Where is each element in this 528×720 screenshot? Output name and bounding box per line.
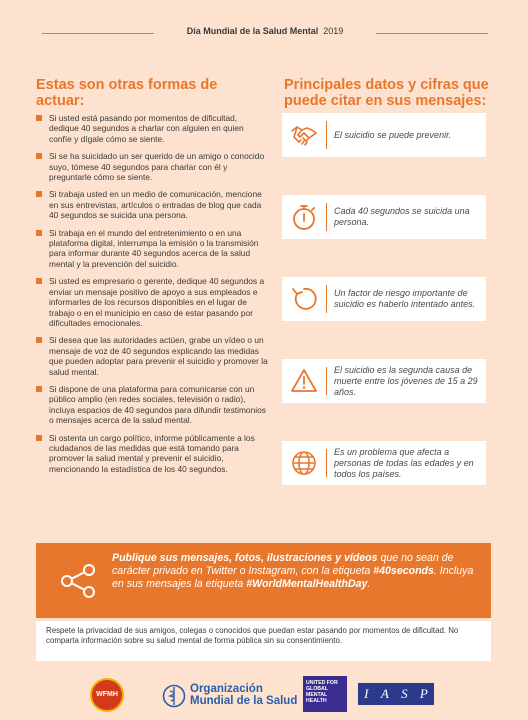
- actions-list: [36, 113, 268, 481]
- iasp-logo: I A S P: [358, 683, 434, 705]
- bullet-square-icon: [36, 337, 42, 343]
- list-item: Si usted está pasando por momentos de dificultad, dedique 40 segundos a charlar con alguien en quien confíe y dígale cómo se siente.: [36, 113, 268, 144]
- card-divider: [326, 285, 327, 313]
- fact-text: Cada 40 segundos se suicida una persona.: [334, 206, 470, 227]
- left-heading: Estas son otras formas de actuar:: [36, 77, 218, 109]
- header-rule-left: [42, 33, 154, 34]
- wfmh-logo: WFMH: [90, 678, 124, 712]
- bullet-square-icon: [36, 191, 42, 197]
- partner-logos: [0, 674, 528, 714]
- united-for-global-mental-health-logo: UNITED FOR GLOBAL MENTAL HEALTH: [303, 676, 347, 712]
- list-item: Si trabaja usted en un medio de comunicación, mencione en sus entrevistas, artículos o entradas de blog que cada 40 segundos se suicida una persona.: [36, 189, 268, 220]
- fact-card: [282, 441, 486, 485]
- fact-card: [282, 277, 486, 321]
- who-logo: Organización Mundial de la Salud: [162, 682, 292, 710]
- fact-card: [282, 113, 486, 157]
- social-banner: [36, 543, 491, 618]
- card-divider: [326, 449, 327, 477]
- banner-text: Publique sus mensajes, fotos, ilustraciones y vídeos que no sean de carácter privado en Twitter o Instagram, con la etiqueta #40seconds. Incluya en sus mensajes la etiqueta #WorldMentalHealthDay.: [112, 552, 474, 590]
- card-divider: [326, 367, 327, 395]
- list-item: Si trabaja en el mundo del entretenimiento o en una plataforma digital, interrumpa la emisión o la transmisión para informar durante 40 segundos acerca de la salud mental y la prevención del suicidio.: [36, 228, 268, 270]
- list-item: Si ostenta un cargo político, informe públicamente a los ciudadanos de las medidas que está tomando para promover la salud mental y prevenir el suicidio, mencionando la estadística de los 40 segundos.: [36, 433, 268, 475]
- globe-icon: [290, 449, 318, 477]
- header-title: Día Mundial de la Salud Mental: [186, 26, 319, 36]
- right-heading: Principales datos y cifras que puede citar en sus mensajes:: [284, 77, 489, 109]
- header-year: 2019: [323, 26, 344, 36]
- list-item: Si desea que las autoridades actúen, grabe un vídeo o un mensaje de voz de 40 segundos explicando las medidas que pueden adoptar para prevenir el suicidio y promover la salud mental.: [36, 335, 268, 377]
- bullet-square-icon: [36, 230, 42, 236]
- redo-arrow-icon: [290, 285, 318, 313]
- share-icon: [58, 561, 98, 601]
- handshake-icon: [290, 121, 318, 149]
- card-divider: [326, 121, 327, 149]
- warning-icon: [290, 367, 318, 395]
- bullet-square-icon: [36, 386, 42, 392]
- list-item: Si usted es empresario o gerente, dedique 40 segundos a enviar un mensaje positivo de apoyo a sus empleados e informarles de los recursos disponibles en el lugar de trabajo o en el municipio en caso de estar pasando por dificultades emocionales.: [36, 276, 268, 328]
- list-item: Si se ha suicidado un ser querido de un amigo o conocido suyo, tómese 40 segundos para charlar con él y preguntarle cómo se siente.: [36, 151, 268, 182]
- fact-text: Un factor de riesgo importante de suicidio es haberlo intentado antes.: [334, 288, 476, 309]
- page-header: [42, 26, 488, 42]
- privacy-note: Respete la privacidad de sus amigos, colegas o conocidos que puedan estar pasando por momentos de dificultad. No comparta información sobre su salud mental de forma pública sin su consentimiento.: [36, 621, 491, 661]
- fact-text: Es un problema que afecta a personas de todas las edades y en todos los países.: [334, 446, 474, 479]
- who-emblem-icon: [162, 684, 186, 708]
- bullet-square-icon: [36, 153, 42, 159]
- bullet-square-icon: [36, 435, 42, 441]
- header-rule-right: [376, 33, 488, 34]
- bullet-square-icon: [36, 115, 42, 121]
- fact-card: [282, 195, 486, 239]
- fact-card: [282, 359, 486, 403]
- fact-text: El suicidio se puede prevenir.: [334, 129, 452, 140]
- fact-text: El suicidio es la segunda causa de muerte entre los jóvenes de 15 a 29 años.: [334, 364, 478, 397]
- list-item: Si dispone de una plataforma para comunicarse con un público amplio (en redes sociales, televisión o radio), incluya espacios de 40 segundos para difundir testimonios o mensajes acerca de la salud mental.: [36, 384, 268, 426]
- bullet-square-icon: [36, 278, 42, 284]
- card-divider: [326, 203, 327, 231]
- stopwatch-icon: [290, 203, 318, 231]
